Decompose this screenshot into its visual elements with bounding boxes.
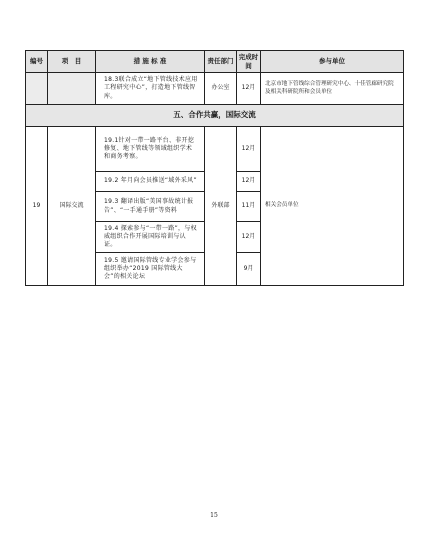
row-19-item: 国际交流: [48, 127, 96, 286]
header-deadline: 完成时间: [237, 51, 261, 73]
deadline-19-3: 11月: [237, 192, 261, 222]
row-19-dept: 外联部: [205, 127, 237, 286]
row-18-measure: 18.3联合成立“地下管线技术应用工程研究中心”，打造地下管线智库。: [96, 73, 205, 105]
measure-19-3: 19.3 翻译出版“美国事故统计报告”、“一手通手册”等资料: [96, 192, 205, 222]
deadline-19-5: 9月: [237, 253, 261, 286]
header-partners: 参与单位: [261, 51, 404, 73]
header-item: 项 目: [48, 51, 96, 73]
row-19-partners: 相关会员单位: [261, 127, 404, 286]
header-dept: 责任部门: [205, 51, 237, 73]
table-row: [26, 127, 404, 172]
row-18-num: [26, 73, 48, 105]
header-num: 编号: [26, 51, 48, 73]
work-plan-table: [25, 50, 404, 286]
table-row: [26, 73, 404, 105]
measure-19-1: 19.1针对一带一路平台、非开挖修复、地下管线等领域组织学术和商务考察。: [96, 127, 205, 172]
section-title: 五、合作共赢，国际交流: [26, 105, 404, 127]
row-18-deadline: 12月: [237, 73, 261, 105]
measure-19-5: 19.5 邀请国际管线专业学会参与组织举办“2019 国际管线大会”的相关论坛: [96, 253, 205, 286]
page-number: 15: [210, 512, 218, 519]
measure-19-2: 19.2 年月向会员推送“域外采风”: [96, 172, 205, 192]
section-row: [26, 105, 404, 127]
measure-19-4: 19.4 探索参与“一带一路”，与权威组织合作开展国际培训与认证。: [96, 222, 205, 253]
deadline-19-4: 12月: [237, 222, 261, 253]
header-row: [26, 51, 404, 73]
deadline-19-1: 12月: [237, 127, 261, 172]
deadline-19-2: 12月: [237, 172, 261, 192]
row-18-partners: 北京市地下管线综合管理研究中心、十佳管廊研究院及相关科研院所和会员单位: [261, 73, 404, 105]
row-18-dept: 办公室: [205, 73, 237, 105]
row-18-item: [48, 73, 96, 105]
header-measure: 措 施 标 准: [96, 51, 205, 73]
row-19-num: 19: [26, 127, 48, 286]
